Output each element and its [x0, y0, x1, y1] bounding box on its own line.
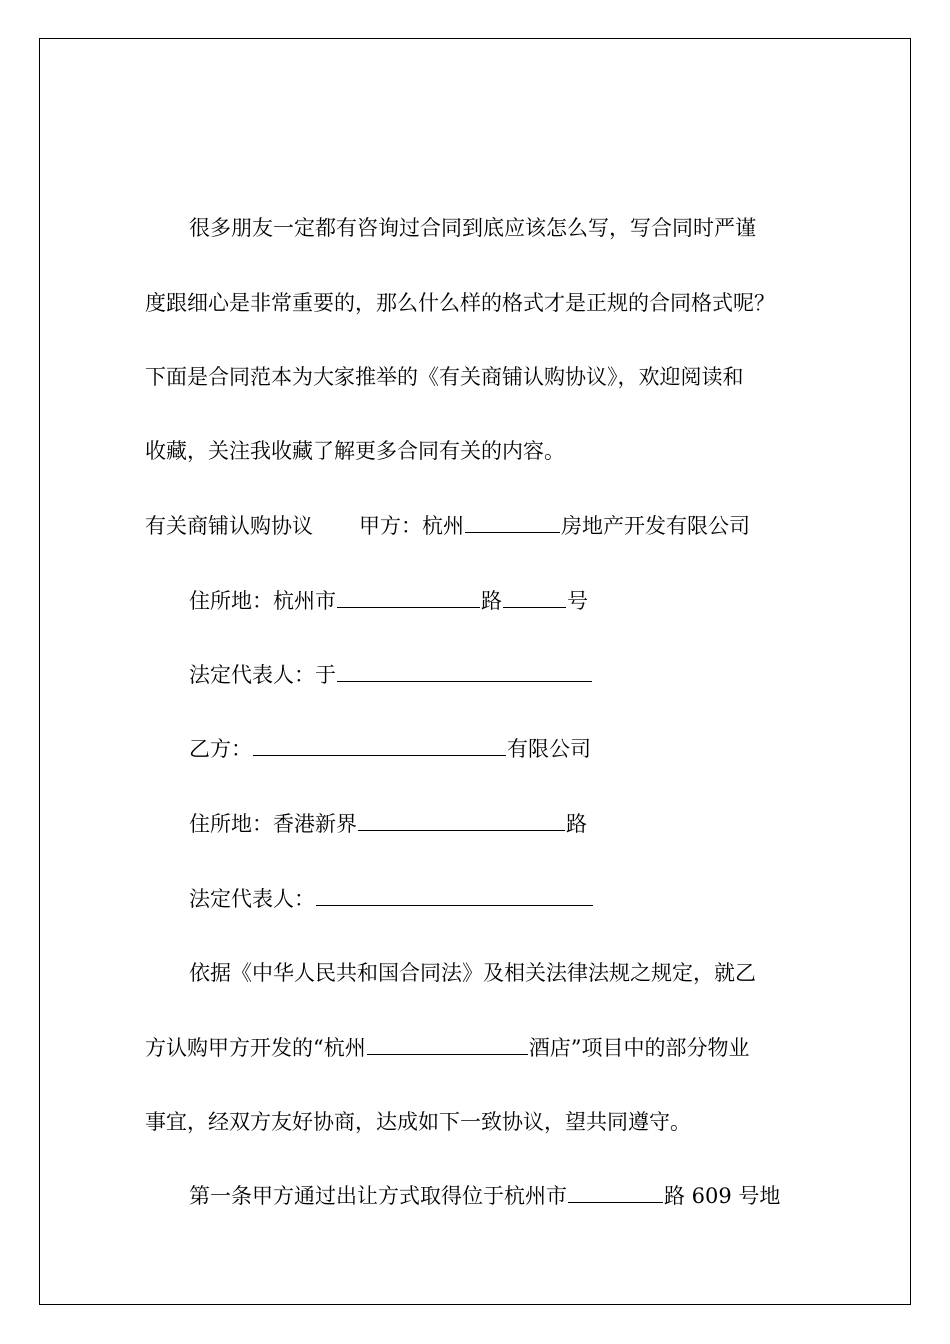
party-a-name-blank [465, 514, 560, 533]
party-a-number-blank [503, 589, 566, 608]
party-a-road-blank [337, 589, 480, 608]
party-b-road-label: 路 [566, 812, 587, 836]
party-a-label: 甲方：杭州 [359, 514, 464, 538]
basis-text-2-prefix: 方认购甲方开发的“杭州 [145, 1036, 366, 1060]
party-b-road-blank [358, 812, 565, 831]
basis-line-3 [145, 1108, 691, 1136]
intro-line-4 [145, 437, 565, 465]
party-b-company-suffix: 有限公司 [507, 737, 591, 761]
hotel-name-blank [367, 1036, 528, 1055]
basis-text-2-suffix: 酒店”项目中的部分物业 [528, 1036, 750, 1060]
party-b-rep-blank [316, 887, 593, 906]
party-b-address-line [189, 810, 587, 838]
intro-line-2 [145, 289, 775, 317]
intro-text-4: 收藏，关注我收藏了解更多合同有关的内容。 [145, 439, 565, 463]
party-b-rep-line [189, 885, 594, 913]
party-a-number-label: 号 [567, 589, 588, 613]
intro-text-2: 度跟细心是非常重要的，那么什么样的格式才是正规的合同格式呢？ [145, 291, 775, 315]
article-1-line [189, 1182, 780, 1210]
party-a-road-label: 路 [481, 589, 502, 613]
contract-title: 有关商铺认购协议 [145, 514, 313, 538]
basis-line-2 [145, 1034, 750, 1062]
basis-text-3: 事宜，经双方友好协商，达成如下一致协议，望共同遵守。 [145, 1110, 691, 1134]
party-b-name-blank [253, 737, 506, 756]
party-a-company-suffix: 房地产开发有限公司 [561, 514, 750, 538]
party-a-address-label: 住所地：杭州市 [189, 589, 336, 613]
party-a-address-line [189, 587, 588, 615]
article-1-road-blank [568, 1184, 663, 1203]
article-1-text-prefix: 第一条甲方通过出让方式取得位于杭州市 [189, 1184, 567, 1208]
party-b-label: 乙方： [189, 737, 252, 761]
intro-line-1 [189, 214, 756, 242]
party-b-line [189, 735, 591, 763]
basis-line-1 [189, 959, 756, 987]
party-b-rep-label: 法定代表人： [189, 887, 315, 911]
party-a-rep-label: 法定代表人：于 [189, 663, 336, 687]
party-a-rep-line [189, 661, 593, 689]
basis-text-1: 依据《中华人民共和国合同法》及相关法律法规之规定，就乙 [189, 961, 756, 985]
intro-text-3: 下面是合同范本为大家推举的《有关商铺认购协议》，欢迎阅读和 [145, 365, 744, 389]
article-1-text-suffix: 路 609 号地 [664, 1184, 781, 1208]
intro-text-1: 很多朋友一定都有咨询过合同到底应该怎么写，写合同时严谨 [189, 216, 756, 240]
intro-line-3 [145, 363, 744, 391]
party-b-address-label: 住所地：香港新界 [189, 812, 357, 836]
title-line [145, 512, 750, 540]
party-a-rep-blank [337, 663, 592, 682]
